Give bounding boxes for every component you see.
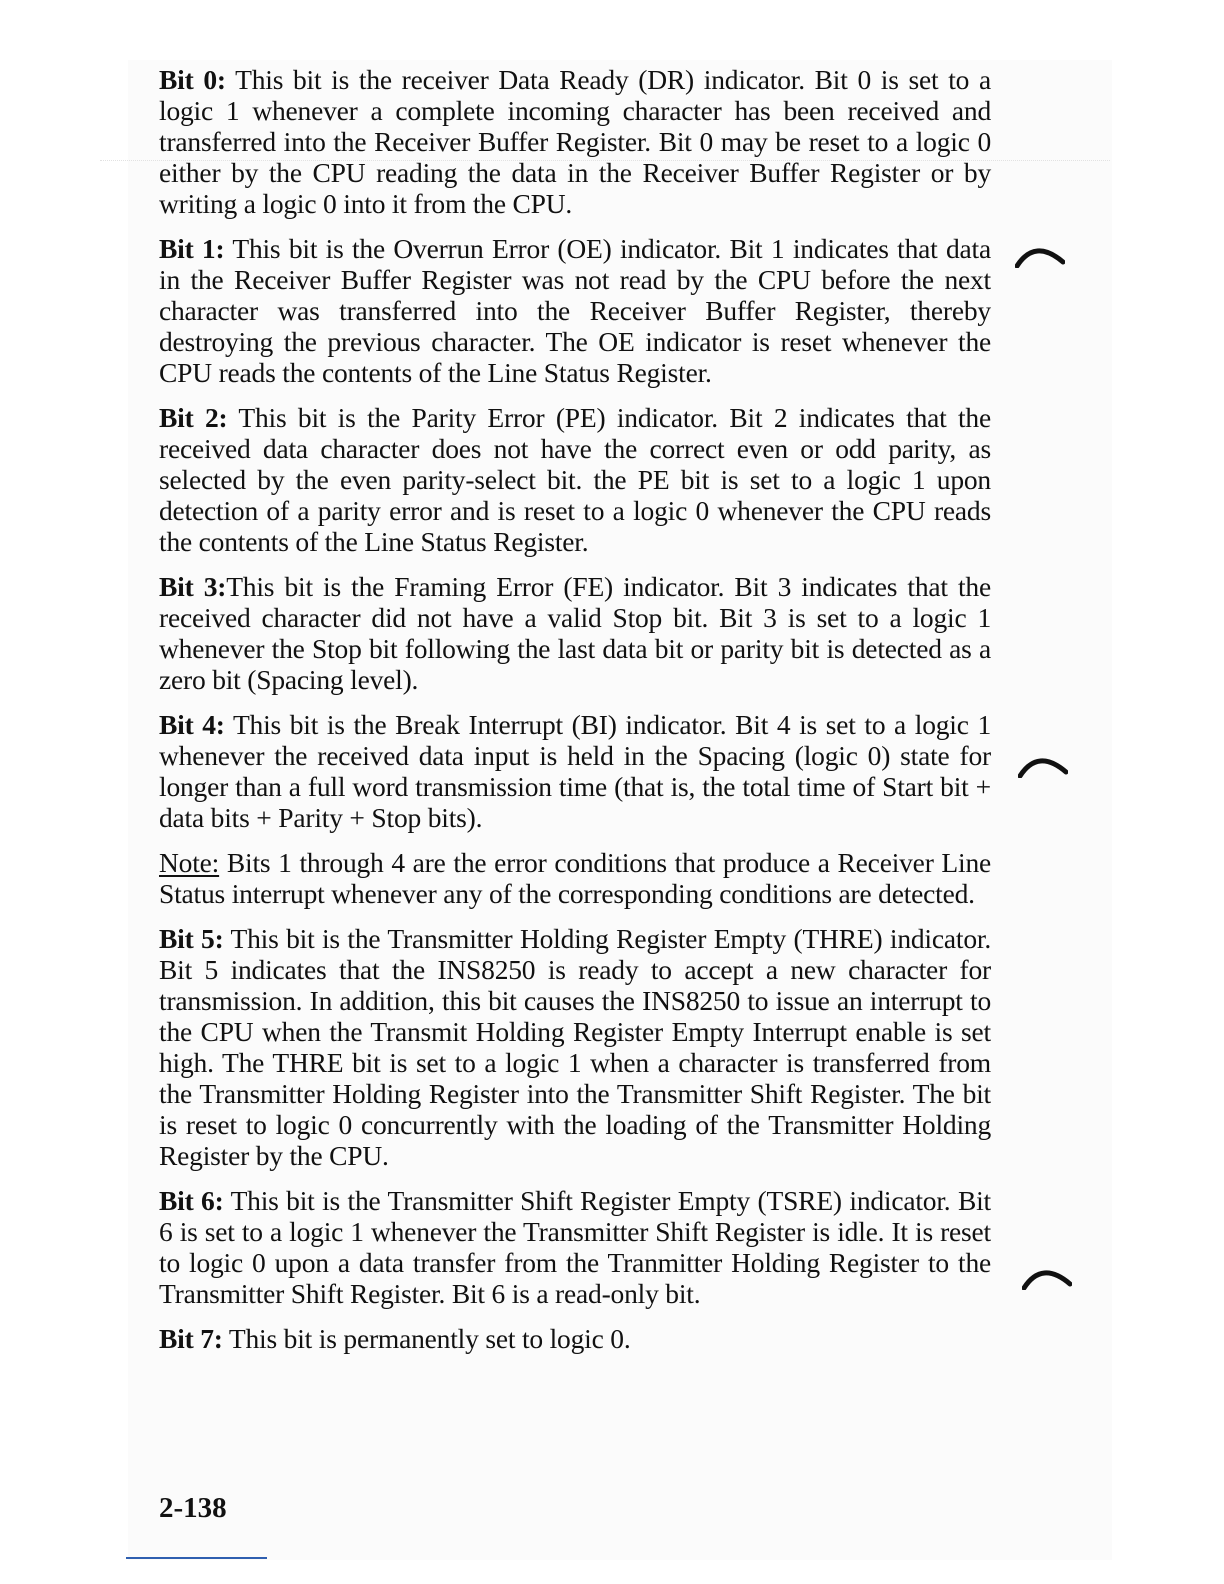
paragraph-text: Bits 1 through 4 are the error conditions that produce a Receiver Line Status interrupt whenever any of the corresponding conditions are detected. bbox=[159, 847, 991, 909]
paragraph-bit-7 bbox=[159, 1323, 991, 1354]
paragraph-text: This bit is the Overrun Error (OE) indicator. Bit 1 indicates that data in the Receiver Buffer Register was not read by the CPU before the next character was transferred into the Receiver Buffer Register, thereby destroying the previous character. The OE indicator is reset whenever the CPU reads the contents of the Line Status Register. bbox=[159, 233, 991, 388]
paragraph-text: This bit is the Transmitter Shift Register Empty (TSRE) indicator. Bit 6 is set to a logic 1 whenever the Transmitter Shift Register is idle. It is reset to logic 0 upon a data transfer from the Tranmitter Holding Register to the Transmitter Shift Register. Bit 6 is a read-only bit. bbox=[159, 1185, 991, 1309]
paragraph-bit-4 bbox=[159, 709, 991, 833]
paragraph-label: Bit 6: bbox=[159, 1185, 224, 1216]
paragraph-label: Bit 0: bbox=[159, 64, 226, 95]
page-number: 2-138 bbox=[159, 1492, 227, 1524]
paragraph-text: This bit is the Break Interrupt (BI) indicator. Bit 4 is set to a logic 1 whenever the received data input is held in the Spacing (logic 0) state for longer than a full word transmission time (that is, the total time of Start bit + data bits + Parity + Stop bits). bbox=[159, 709, 991, 833]
paragraph-text: This bit is permanently set to logic 0. bbox=[222, 1323, 631, 1354]
note-label: Note: bbox=[159, 847, 220, 878]
paragraph-label: Bit 2: bbox=[159, 402, 228, 433]
paragraph-bit-0 bbox=[159, 64, 991, 219]
paragraph-label: Bit 5: bbox=[159, 923, 224, 954]
paragraph-text: This bit is the Parity Error (PE) indicator. Bit 2 indicates that the received data character does not have the correct even or odd parity, as selected by the even parity-select bit. the PE bit is set to a logic 1 upon detection of a parity error and is reset to a logic 0 whenever the CPU reads the contents of the Line Status Register. bbox=[159, 402, 991, 557]
paragraph-bit-5 bbox=[159, 923, 991, 1171]
paragraph-label: Bit 3: bbox=[159, 571, 227, 602]
paragraph-text: This bit is the receiver Data Ready (DR) indicator. Bit 0 is set to a logic 1 whenever a complete incoming character has been received and transferred into the Receiver Buffer Register. Bit 0 may be reset to a logic 0 either by the CPU reading the data in the Receiver Buffer Register or by writing a logic 0 into it from the CPU. bbox=[159, 64, 991, 219]
paragraph-label: Bit 4: bbox=[159, 709, 225, 740]
bottom-rule bbox=[126, 1557, 267, 1559]
paragraph-bit-6 bbox=[159, 1185, 991, 1309]
paragraph-label: Bit 1: bbox=[159, 233, 225, 264]
document-body bbox=[159, 64, 991, 1368]
paragraph-note bbox=[159, 847, 991, 909]
paragraph-label: Bit 7: bbox=[159, 1323, 223, 1354]
paragraph-bit-2 bbox=[159, 402, 991, 557]
paragraph-text: This bit is the Transmitter Holding Register Empty (THRE) indicator. Bit 5 indicates that the INS8250 is ready to accept a new character for transmission. In addition, this bit causes the INS8250 to issue an interrupt to the CPU when the Transmit Holding Register Empty Interrupt enable is set high. The THRE bit is set to a logic 1 when a character is transferred from the Transmitter Holding Register into the Transmitter Shift Register. The bit is reset to logic 0 concurrently with the loading of the Transmitter Holding Register by the CPU. bbox=[159, 923, 991, 1171]
paragraph-bit-1 bbox=[159, 233, 991, 388]
paragraph-bit-3 bbox=[159, 571, 991, 695]
binder-hole-arc-icon bbox=[1015, 242, 1065, 268]
paragraph-text: This bit is the Framing Error (FE) indicator. Bit 3 indicates that the received character did not have a valid Stop bit. Bit 3 is set to a logic 1 whenever the Stop bit following the last data bit or parity bit is detected as a zero bit (Spacing level). bbox=[159, 571, 991, 695]
binder-hole-arc-icon bbox=[1018, 752, 1068, 778]
binder-hole-arc-icon bbox=[1022, 1264, 1072, 1290]
